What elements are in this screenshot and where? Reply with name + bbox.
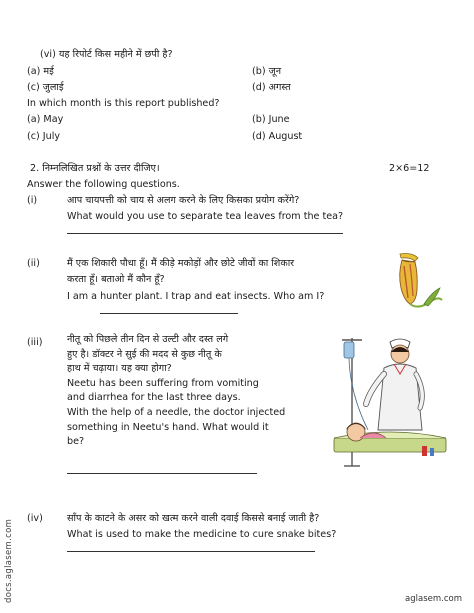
q-i-english: What would you use to separate tea leaves from the tea? bbox=[67, 211, 344, 222]
q-vi-option-c-en: (c) July bbox=[27, 131, 61, 142]
q-vi-option-c-hi: (c) जुलाई bbox=[27, 82, 64, 93]
q-i-hindi: आप चायपत्ती को चाय से अलग करने के लिए किसका प्रयोग करेंगे? bbox=[67, 195, 300, 206]
q-vi-option-b-en: (b) June bbox=[252, 114, 290, 125]
section-heading-en: Answer the following questions. bbox=[27, 179, 180, 190]
q-iii-english-line4: something in Neetu's hand. What would it bbox=[67, 421, 269, 433]
q-iv-answer-line[interactable] bbox=[67, 551, 315, 552]
nurse-patient-illustration bbox=[330, 334, 448, 474]
q-vi-option-b-hi: (b) जून bbox=[252, 66, 282, 77]
q-iv-english: What is used to make the medicine to cure snake bites? bbox=[67, 529, 337, 540]
q-vi-option-d-hi: (d) अगस्त bbox=[252, 82, 291, 93]
section-heading-hi: 2. निम्नलिखित प्रश्नों के उत्तर दीजिए। bbox=[30, 163, 160, 174]
q-vi-english: In which month is this report published? bbox=[27, 98, 220, 109]
q-ii-english: I am a hunter plant. I trap and eat insects. Who am I? bbox=[67, 291, 325, 302]
q-iii-hindi-line3: हाथ में चढ़ाया। यह क्या होगा? bbox=[67, 363, 172, 375]
q-vi-option-a-hi: (a) मई bbox=[27, 66, 54, 77]
footer-link[interactable]: aglasem.com bbox=[405, 594, 462, 604]
q-ii-hindi-line2: करता हूँ। बताओ मैं कौन हूँ? bbox=[67, 274, 165, 285]
q-iii-number: (iii) bbox=[27, 337, 43, 348]
q-vi-hindi: (vi) यह रिपोर्ट किस महीने में छपी है? bbox=[40, 49, 173, 60]
q-vi-option-a-en: (a) May bbox=[27, 114, 64, 125]
q-ii-hindi-line1: मैं एक शिकारी पौधा हूँ। मैं कीड़े मकोड़ों और छोटे जीवों का शिकार bbox=[67, 258, 295, 269]
q-i-answer-line[interactable] bbox=[67, 233, 343, 234]
q-iii-english-line1: Neetu has been suffering from vomiting bbox=[67, 377, 259, 389]
q-iii-english-line5: be? bbox=[67, 436, 85, 448]
q-iv-hindi: साँप के काटने के असर को खत्म करने वाली दवाई किससे बनाई जाती है? bbox=[67, 513, 320, 524]
q-vi-option-d-en: (d) August bbox=[252, 131, 303, 142]
q-iv-number: (iv) bbox=[27, 513, 43, 524]
q-iii-english-line2: and diarrhea for the last three days. bbox=[67, 392, 241, 404]
side-watermark: docs.aglasem.com bbox=[4, 518, 14, 603]
q-iii-english-line3: With the help of a needle, the doctor injected bbox=[67, 406, 286, 418]
q-iii-hindi-line1: नीतू को पिछले तीन दिन से उल्टी और दस्त लगे bbox=[67, 334, 229, 345]
q-ii-answer-line[interactable] bbox=[100, 313, 238, 314]
pitcher-plant-illustration bbox=[388, 252, 444, 314]
q-i-number: (i) bbox=[27, 195, 38, 206]
q-iii-text bbox=[67, 333, 333, 450]
section-marks: 2×6=12 bbox=[389, 163, 430, 174]
q-ii-number: (ii) bbox=[27, 258, 40, 269]
q-iii-answer-line[interactable] bbox=[67, 473, 257, 474]
q-iii-hindi-line2: हुए है। डॉक्टर ने सुई की मदद से कुछ नीतू के bbox=[67, 348, 222, 360]
